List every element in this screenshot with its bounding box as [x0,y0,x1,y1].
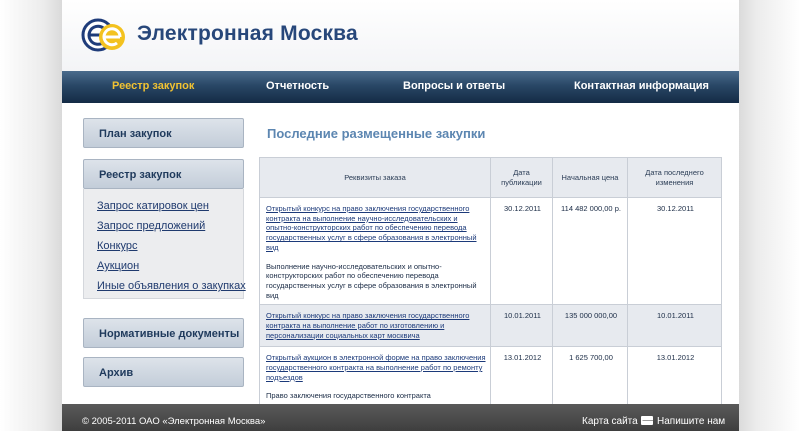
orders-table [259,157,722,407]
column-header-date-pub: Дата публикации [491,158,553,198]
order-link[interactable]: Открытый конкурс на право заключения государственного контракта на выполнение научно-исследовательских и опытно-конструкторских работ по обеспечению перевода государственных услуг в сфере образования в электронный вид [266,204,477,252]
copyright: © 2005-2011 ОАО «Электронная Москва» [82,416,266,427]
table-row [260,198,722,305]
page [62,0,739,431]
order-link[interactable]: Открытый конкурс на право заключения государственного контракта на выполнение работ по изготовлению и персонализации социальных карт москвича [266,311,470,340]
table-header-row [260,158,722,198]
table-row [260,347,722,407]
order-description: Право заключения государственного контракта [266,391,431,401]
order-price: 1 625 700,00 [553,347,628,407]
main-nav [62,71,739,103]
order-link[interactable]: Открытый аукцион в электронной форме на право заключения государственного контракта на выполнение работ по ремонту подъездов [266,353,486,382]
order-requisites [260,347,491,407]
order-requisites [260,305,491,347]
table-row [260,305,722,347]
sitemap-link[interactable]: Карта сайта [582,416,638,427]
sidebar-registry-submenu [83,189,244,299]
nav-item-faq[interactable]: Вопросы и ответы [403,80,506,92]
order-price: 114 482 000,00 р. [553,198,628,305]
nav-item-contacts[interactable]: Контактная информация [574,80,709,92]
column-header-requisites: Реквизиты заказа [260,158,491,198]
order-date-changed: 10.01.2011 [628,305,722,347]
sidebar-link-quotes[interactable]: Запрос катировок цен [97,200,209,212]
nav-item-registry[interactable]: Реестр закупок [112,80,195,92]
order-date-changed: 13.01.2012 [628,347,722,407]
order-requisites [260,198,491,305]
header [62,0,739,71]
sidebar-item-registry[interactable]: Реестр закупок [83,159,244,189]
order-date-pub: 30.12.2011 [491,198,553,305]
sidebar-link-other[interactable]: Иные объявления о закупках [97,280,246,292]
page-title: Последние размещенные закупки [267,126,486,141]
page-shadow-left [0,0,62,431]
sidebar-link-proposals[interactable]: Запрос предложений [97,220,206,232]
column-header-price: Начальная цена [553,158,628,198]
write-us-link[interactable]: Напишите нам [657,416,726,427]
sidebar-item-normative[interactable]: Нормативные документы [83,318,244,348]
sidebar-link-auction[interactable]: Аукцион [97,260,140,272]
page-shadow-right [738,0,800,431]
order-description: Выполнение научно-исследовательских и опытно-конструкторских работ по обеспечению перевода государственных услуг в сфере образования в электронный вид [266,261,477,300]
order-date-changed: 30.12.2011 [628,198,722,305]
sidebar-item-archive[interactable]: Архив [83,357,244,387]
nav-item-reports[interactable]: Отчетность [266,80,330,92]
order-price: 135 000 000,00 [553,305,628,347]
e-moscow-logo-icon[interactable] [80,10,130,60]
site-title: Электронная Москва [137,22,358,45]
order-date-pub: 10.01.2011 [491,305,553,347]
footer [62,404,739,431]
sidebar-item-plan[interactable]: План закупок [83,118,244,148]
column-header-date-changed: Дата последнего изменения [628,158,722,198]
order-date-pub: 13.01.2012 [491,347,553,407]
sidebar-link-contest[interactable]: Конкурс [97,240,138,252]
mail-icon[interactable] [641,416,653,425]
